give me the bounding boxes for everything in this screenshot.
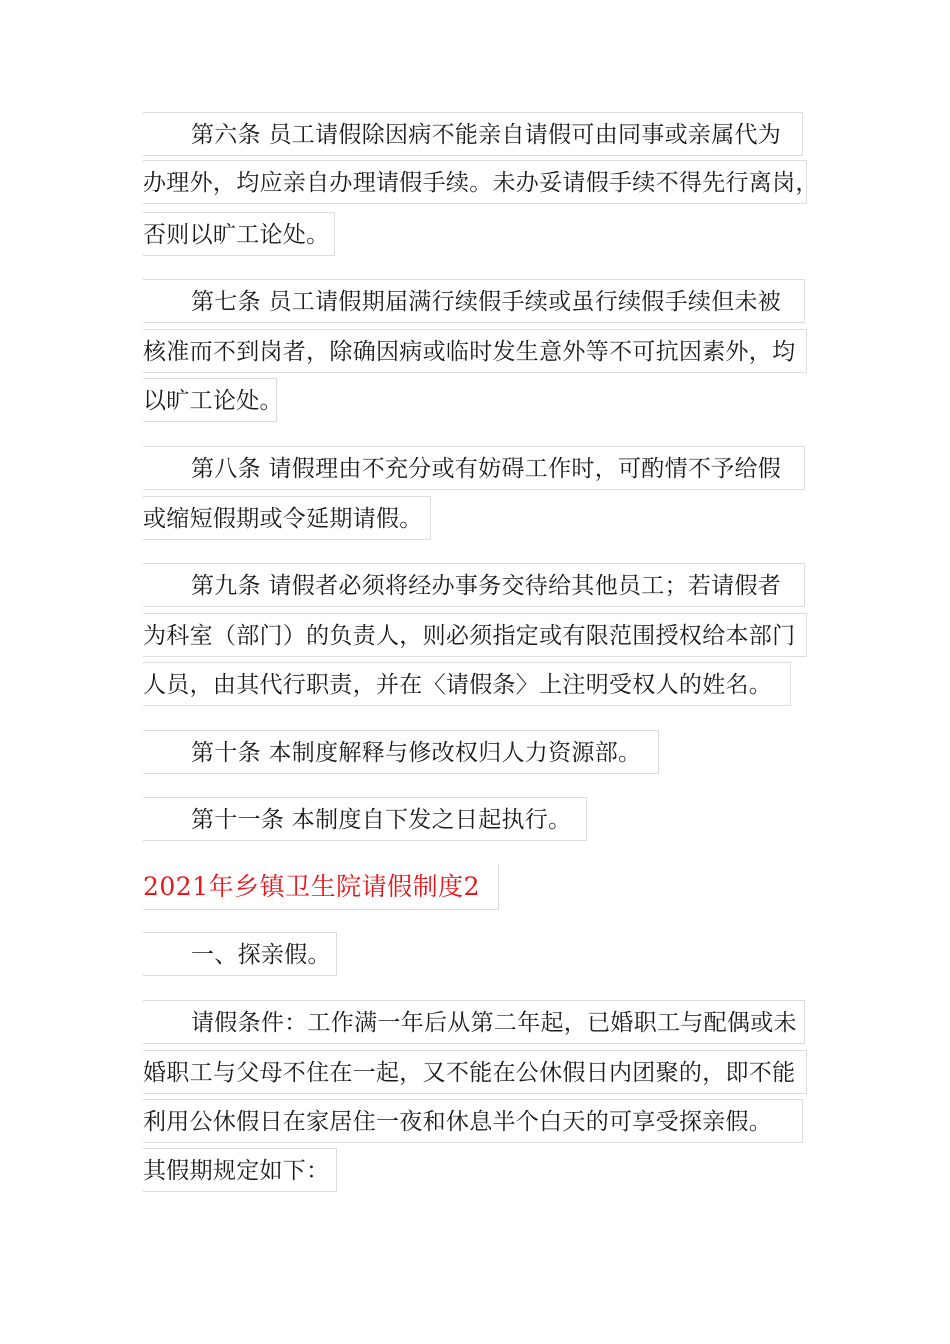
conditions-line-3: 利用公休假日在家居住一夜和休息半个白天的可享受探亲假。 — [143, 1099, 803, 1143]
article-9-line-1: 第九条 请假者必须将经办事务交待给其他员工；若请假者 — [143, 563, 805, 607]
article-7-line-3: 以旷工论处。 — [143, 378, 277, 422]
section-heading: 2021年乡镇卫生院请假制度2 — [143, 864, 499, 910]
article-11-line-1: 第十一条 本制度自下发之日起执行。 — [143, 797, 587, 841]
leave-item-1: 一、探亲假。 — [143, 932, 337, 976]
article-7-line-2: 核准而不到岗者，除确因病或临时发生意外等不可抗因素外，均 — [143, 329, 807, 373]
article-6-line-1: 第六条 员工请假除因病不能亲自请假可由同事或亲属代为 — [143, 112, 803, 156]
conditions-line-2: 婚职工与父母不住在一起，又不能在公休假日内团聚的，即不能 — [143, 1050, 807, 1094]
article-10-line-1: 第十条 本制度解释与修改权归人力资源部。 — [143, 730, 659, 774]
article-9-line-3: 人员，由其代行职责，并在〈请假条〉上注明受权人的姓名。 — [143, 662, 791, 706]
conditions-line-1: 请假条件：工作满一年后从第二年起，已婚职工与配偶或未 — [143, 1000, 805, 1044]
article-8-line-2: 或缩短假期或令延期请假。 — [143, 496, 431, 540]
conditions-line-4: 其假期规定如下： — [143, 1148, 337, 1192]
article-8-line-1: 第八条 请假理由不充分或有妨碍工作时，可酌情不予给假 — [143, 446, 805, 490]
article-9-line-2: 为科室（部门）的负责人，则必须指定或有限范围授权给本部门 — [143, 613, 807, 657]
article-6-line-2: 办理外，均应亲自办理请假手续。未办妥请假手续不得先行离岗， — [143, 160, 807, 204]
article-6-line-3: 否则以旷工论处。 — [143, 212, 335, 256]
article-7-line-1: 第七条 员工请假期届满行续假手续或虽行续假手续但未被 — [143, 279, 805, 323]
